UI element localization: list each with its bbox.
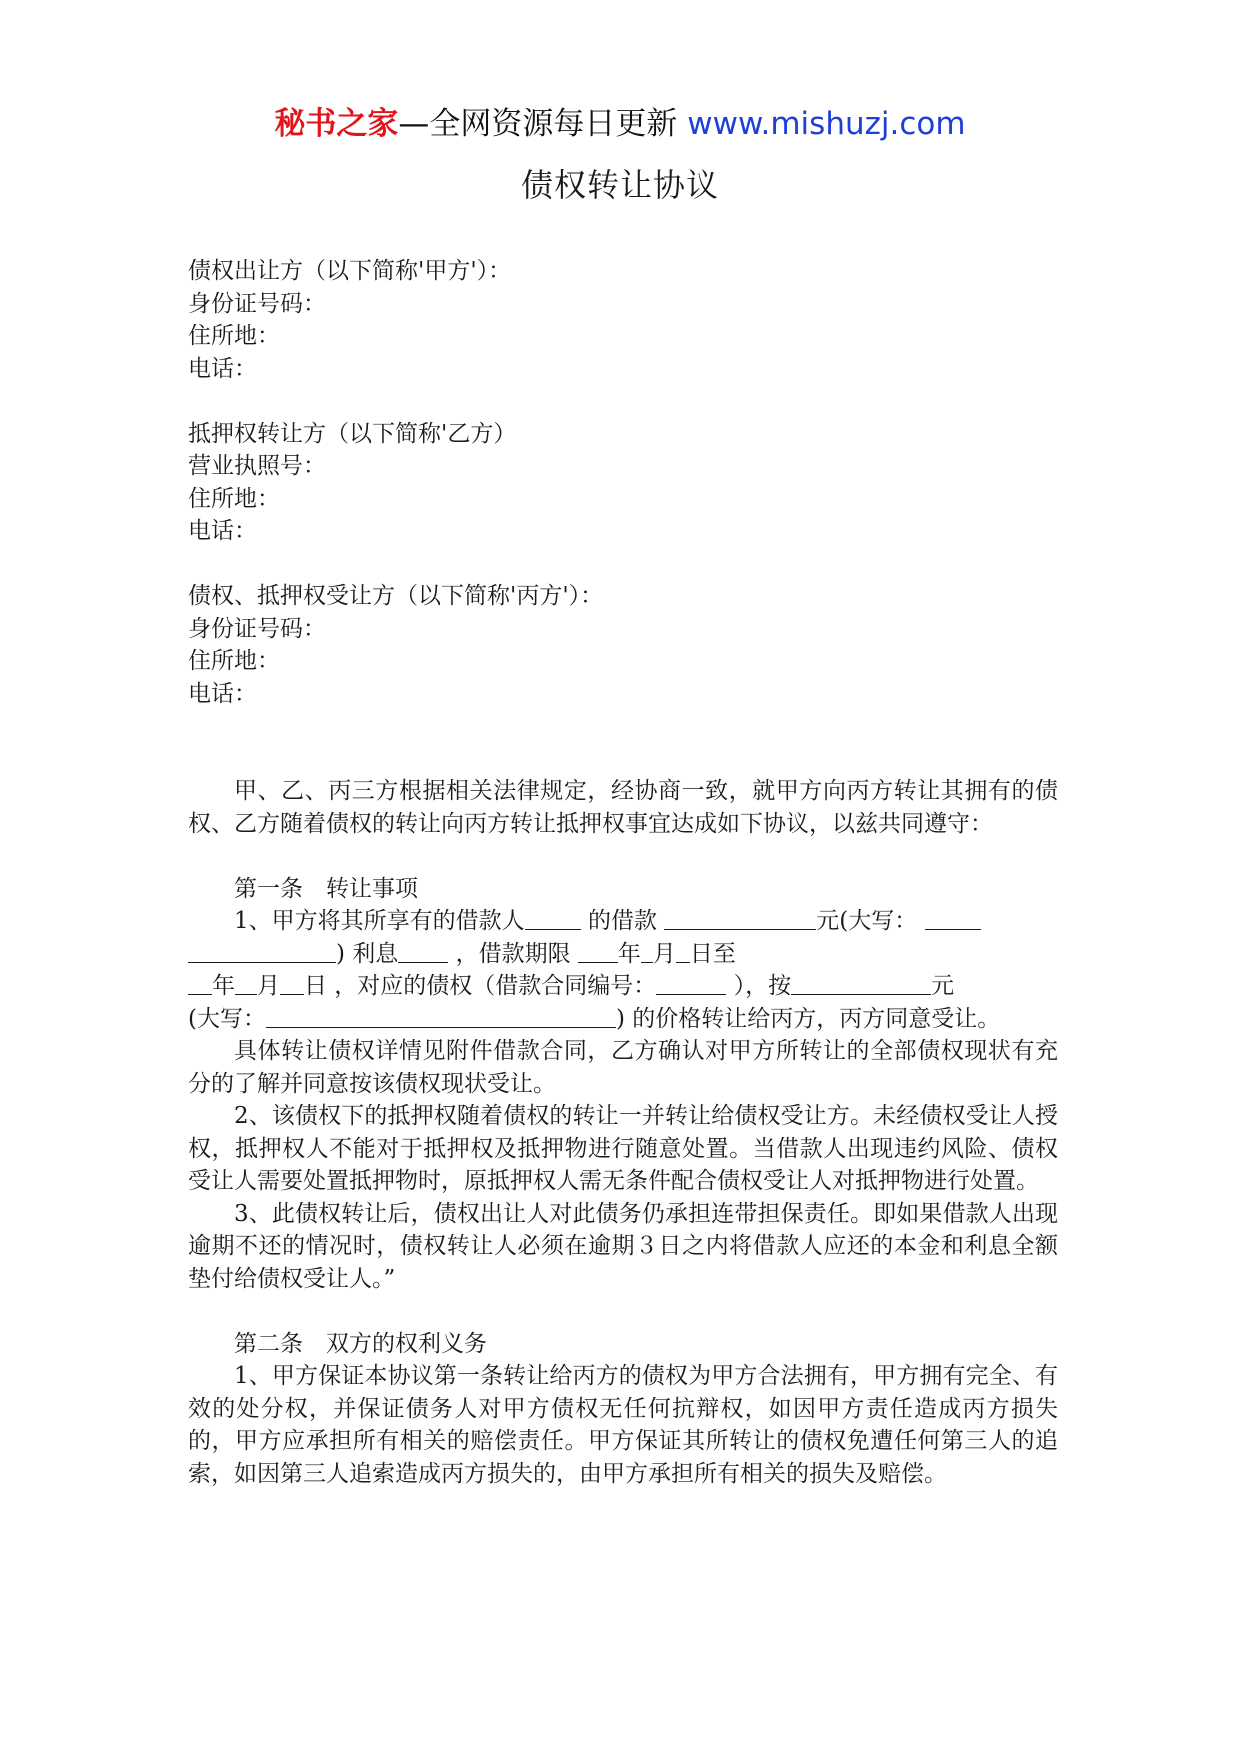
party-c-address: 住所地： <box>188 648 280 674</box>
article-1-heading: 第一条 转让事项 <box>234 875 418 902</box>
contract-no-blank <box>656 972 726 995</box>
interest-blank <box>398 940 448 963</box>
item-1-text: 日 ，对应的债权（借款合同编号： <box>304 973 657 999</box>
party-c-block <box>188 580 1058 710</box>
term-year-blank <box>578 940 618 963</box>
item-1-text: 月 <box>652 940 676 967</box>
term-day-blank <box>676 940 690 963</box>
party-a-id: 身份证号码： <box>188 290 326 317</box>
end-day-blank <box>280 972 304 995</box>
article-2-item-1: 1、甲方保证本协议第一条转让给丙方的债权为甲方合法拥有，甲方拥有完全、有效的处分权，并保证债务人对甲方债权无任何抗辩权，如因甲方责任造成丙方损失的，甲方应承担所有相关的赔偿责任。甲方保证其所转让的债权免遭任何第三人的追索，如因第三人追索造成丙方损失的，由甲方承担所有相关的损失及赔偿。 <box>188 1363 1058 1487</box>
amount-words-blank <box>925 907 981 930</box>
spacer <box>188 1295 1058 1328</box>
item-1-text: 元(大写： <box>816 908 918 934</box>
item-1-line-2 <box>188 938 1058 971</box>
spacer <box>188 710 1058 743</box>
banner-dash: — <box>398 106 430 142</box>
party-b-block <box>188 418 1058 548</box>
item-1-text: 的借款 <box>580 908 665 934</box>
item-1-text: 年 <box>212 973 235 999</box>
item-1-text: 1、甲方将其所享有的借款人 <box>234 908 525 934</box>
party-b-address: 住所地： <box>188 485 280 512</box>
item-1-text: 元 <box>931 973 955 999</box>
article-1-detail: 具体转让债权详情见附件借款合同，乙方确认对甲方所转让的全部债权现状有充分的了解并同意按该债权现状受让。 <box>188 1038 1058 1097</box>
party-a-block <box>188 255 1058 385</box>
article-2-heading: 第二条 双方的权利义务 <box>234 1330 487 1357</box>
brand-name: 秘书之家 <box>274 106 399 142</box>
item-1-text: ) 的价格转让给丙方，丙方同意受让。 <box>615 1005 1001 1032</box>
spacer <box>188 840 1058 873</box>
article-1-item-3: 3、此债权转让后，债权出让人对此债务仍承担连带担保责任。即如果借款人出现逾期不还的情况时，债权转让人必须在逾期３日之内将借款人应还的本金和利息全额垫付给债权受让人。” <box>188 1200 1058 1292</box>
party-a-phone: 电话： <box>188 355 257 382</box>
end-month-blank <box>235 972 257 995</box>
document-body <box>188 255 1058 1490</box>
item-1-line-3 <box>188 970 1058 1003</box>
item-1-text: 日至 <box>689 940 736 967</box>
end-year-blank <box>188 972 212 995</box>
preamble-paragraph: 甲、乙、丙三方根据相关法律规定，经协商一致，就甲方向丙方转让其拥有的债权、乙方随着债权的转让向丙方转让抵押权事宜达成如下协议，以兹共同遵守： <box>188 778 1058 837</box>
item-1-line-4 <box>188 1003 1058 1036</box>
price-blank <box>791 972 931 995</box>
site-url-link[interactable]: www.mishuzj.com <box>687 106 966 142</box>
borrower-blank <box>525 907 581 930</box>
party-b-phone: 电话： <box>188 518 257 544</box>
item-1-text: ，借款期限 <box>448 940 578 967</box>
spacer <box>188 548 1058 581</box>
site-banner <box>0 102 1240 146</box>
item-1-line-1 <box>188 905 1058 938</box>
amount-blank <box>664 907 816 930</box>
document-title: 债权转让协议 <box>520 166 719 204</box>
price-words-blank <box>266 1005 616 1028</box>
item-1-text: ) 利息 <box>336 940 399 967</box>
item-1-text: 年 <box>617 940 641 967</box>
party-a-address: 住所地： <box>188 323 280 349</box>
party-a-heading: 债权出让方（以下简称'甲方'）： <box>188 258 512 284</box>
banner-slogan: 全网资源每日更新 <box>429 106 678 142</box>
term-month-blank <box>641 940 653 963</box>
article-1-item-2: 2、该债权下的抵押权随着债权的转让一并转让给债权受让方。未经债权受让人授权，抵押权人不能对于抵押权及抵押物进行随意处置。当借款人出现违约风险、债权受让人需要处置抵押物时，原抵押权人需无条件配合债权受让人对抵押物进行处置。 <box>188 1103 1058 1194</box>
party-c-heading: 债权、抵押权受让方（以下简称'丙方'）： <box>188 583 604 609</box>
party-b-license: 营业执照号： <box>188 453 326 479</box>
spacer <box>188 385 1058 418</box>
item-1-text: ），按 <box>726 973 792 999</box>
item-1-text: (大写： <box>188 1005 266 1032</box>
spacer <box>188 743 1058 776</box>
article-1-item-1 <box>188 905 1058 1035</box>
party-c-phone: 电话： <box>188 680 257 707</box>
item-1-text: 月 <box>257 973 280 999</box>
party-b-heading: 抵押权转让方（以下简称'乙方） <box>188 420 517 447</box>
amount-words-blank-cont <box>188 940 336 963</box>
party-c-id: 身份证号码： <box>188 615 326 642</box>
